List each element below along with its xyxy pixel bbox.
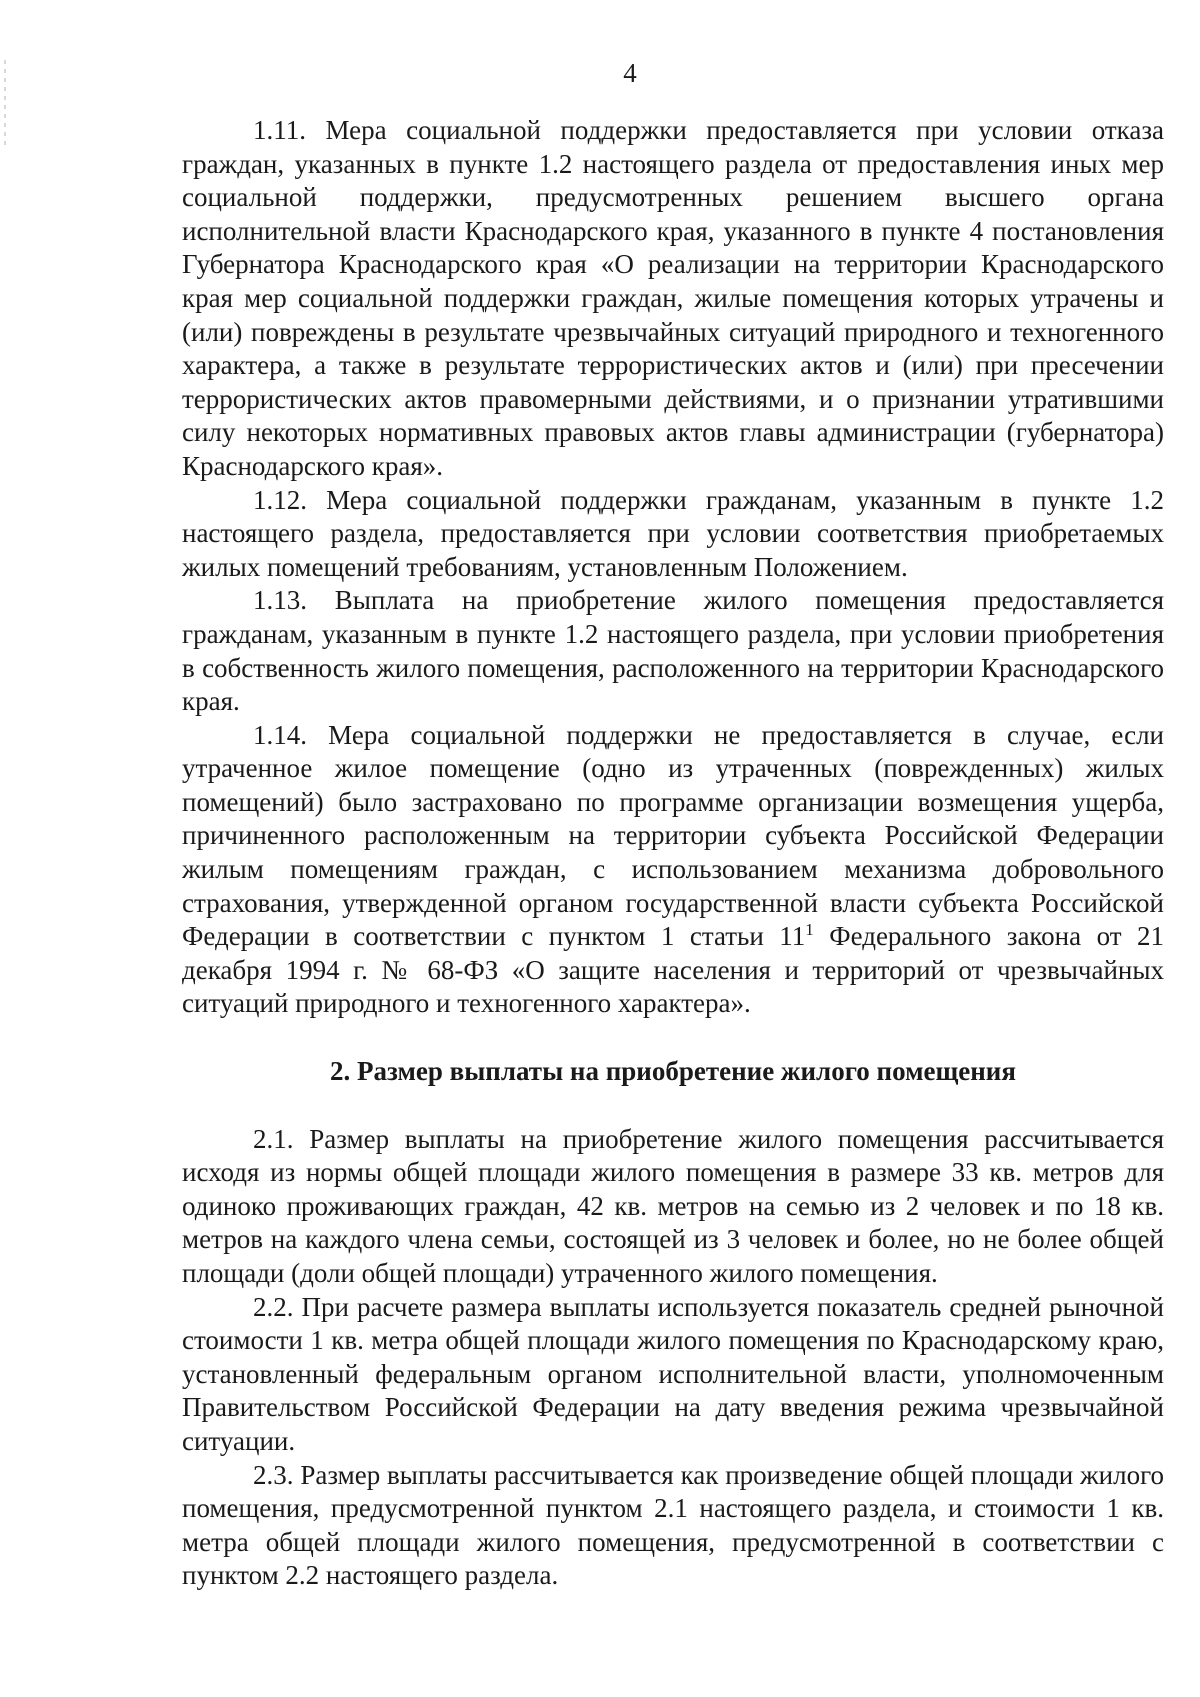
document-body (182, 114, 1164, 1593)
paragraph-1-14 (182, 719, 1164, 1021)
paragraph-2-2: 2.2. При расчете размера выплаты используется показатель средней рыночной стоимости 1 кв. метра общей площади жилого помещения по Краснодарскому краю, установленный федеральным органом исполнительной власти, уполномоченным Правительством Российской Федерации на дату введения режима чрезвычайной ситуации. (182, 1291, 1164, 1456)
paragraph-2-3: 2.3. Размер выплаты рассчитывается как произведение общей площади жилого помещения, предусмотренной пунктом 2.1 настоящего раздела, и стоимости 1 кв. метра общей площади жилого помещения, предусмотренной в соответствии с пунктом 2.2 настоящего раздела. (182, 1459, 1164, 1591)
paragraph-1-12: 1.12. Мера социальной поддержки гражданам, указанным в пункте 1.2 настоящего раздела, предоставляется при условии соответствия приобретаемых жилых помещений требованиям, установленным Положением. (182, 484, 1164, 582)
page-number: 4 (623, 58, 637, 88)
paragraph-1-11: 1.11. Мера социальной поддержки предоставляется при условии отказа граждан, указанных в пункте 1.2 настоящего раздела от предоставления иных мер социальной поддержки, предусмотренных решением высшего органа исполнительной власти Краснодарского края, указанного в пункте 4 постановления Губернатора Краснодарского края «О реализации на территории Краснодарского края мер социальной поддержки граждан, жилые помещения которых утрачены и (или) повреждены в результате чрезвычайных ситуаций природного и техногенного характера, а также в результате террористических актов и (или) при пресечении террористических актов правомерными действиями, и о признании утратившими силу некоторых нормативных правовых актов главы администрации (губернатора) Краснодарского края». (182, 115, 1164, 481)
footnote-superscript: 1 (805, 920, 814, 940)
paragraph-2-1: 2.1. Размер выплаты на приобретение жилого помещения рассчитывается исходя из нормы общей площади жилого помещения в размере 33 кв. метров для одиноко проживающих граждан, 42 кв. метров на семью из 2 человек и по 18 кв. метров на каждого члена семьи, состоящей из 3 человек и более, но не более общей площади (доли общей площади) утраченного жилого помещения. (182, 1123, 1164, 1288)
paragraph-1-13: 1.13. Выплата на приобретение жилого помещения предоставляется гражданам, указанным в пункте 1.2 настоящего раздела, при условии приобретения в собственность жилого помещения, расположенного на территории Краснодарского края. (182, 585, 1164, 717)
section-2-heading: 2. Размер выплаты на приобретение жилого помещения (330, 1056, 1016, 1087)
paragraph-1-14-text-end: Федерального закона от 21 декабря 1994 г. № 68-ФЗ «О защите населения и территорий от чрезвычайных ситуаций природного и техногенного характера». (182, 921, 1164, 1019)
paragraph-1-14-text-start: 1.14. Мера социальной поддержки не предоставляется в случае, если утраченное жилое помещение (одно из утраченных (поврежденных) жилых помещений) было застраховано по программе организации возмещения ущерба, причиненного расположенным на территории субъекта Российской Федерации жилым помещениям граждан, с использованием механизма добровольного страхования, утвержденной органом государственной власти субъекта Российской Федерации в соответствии с пунктом 1 статьи 11 (182, 719, 1164, 952)
